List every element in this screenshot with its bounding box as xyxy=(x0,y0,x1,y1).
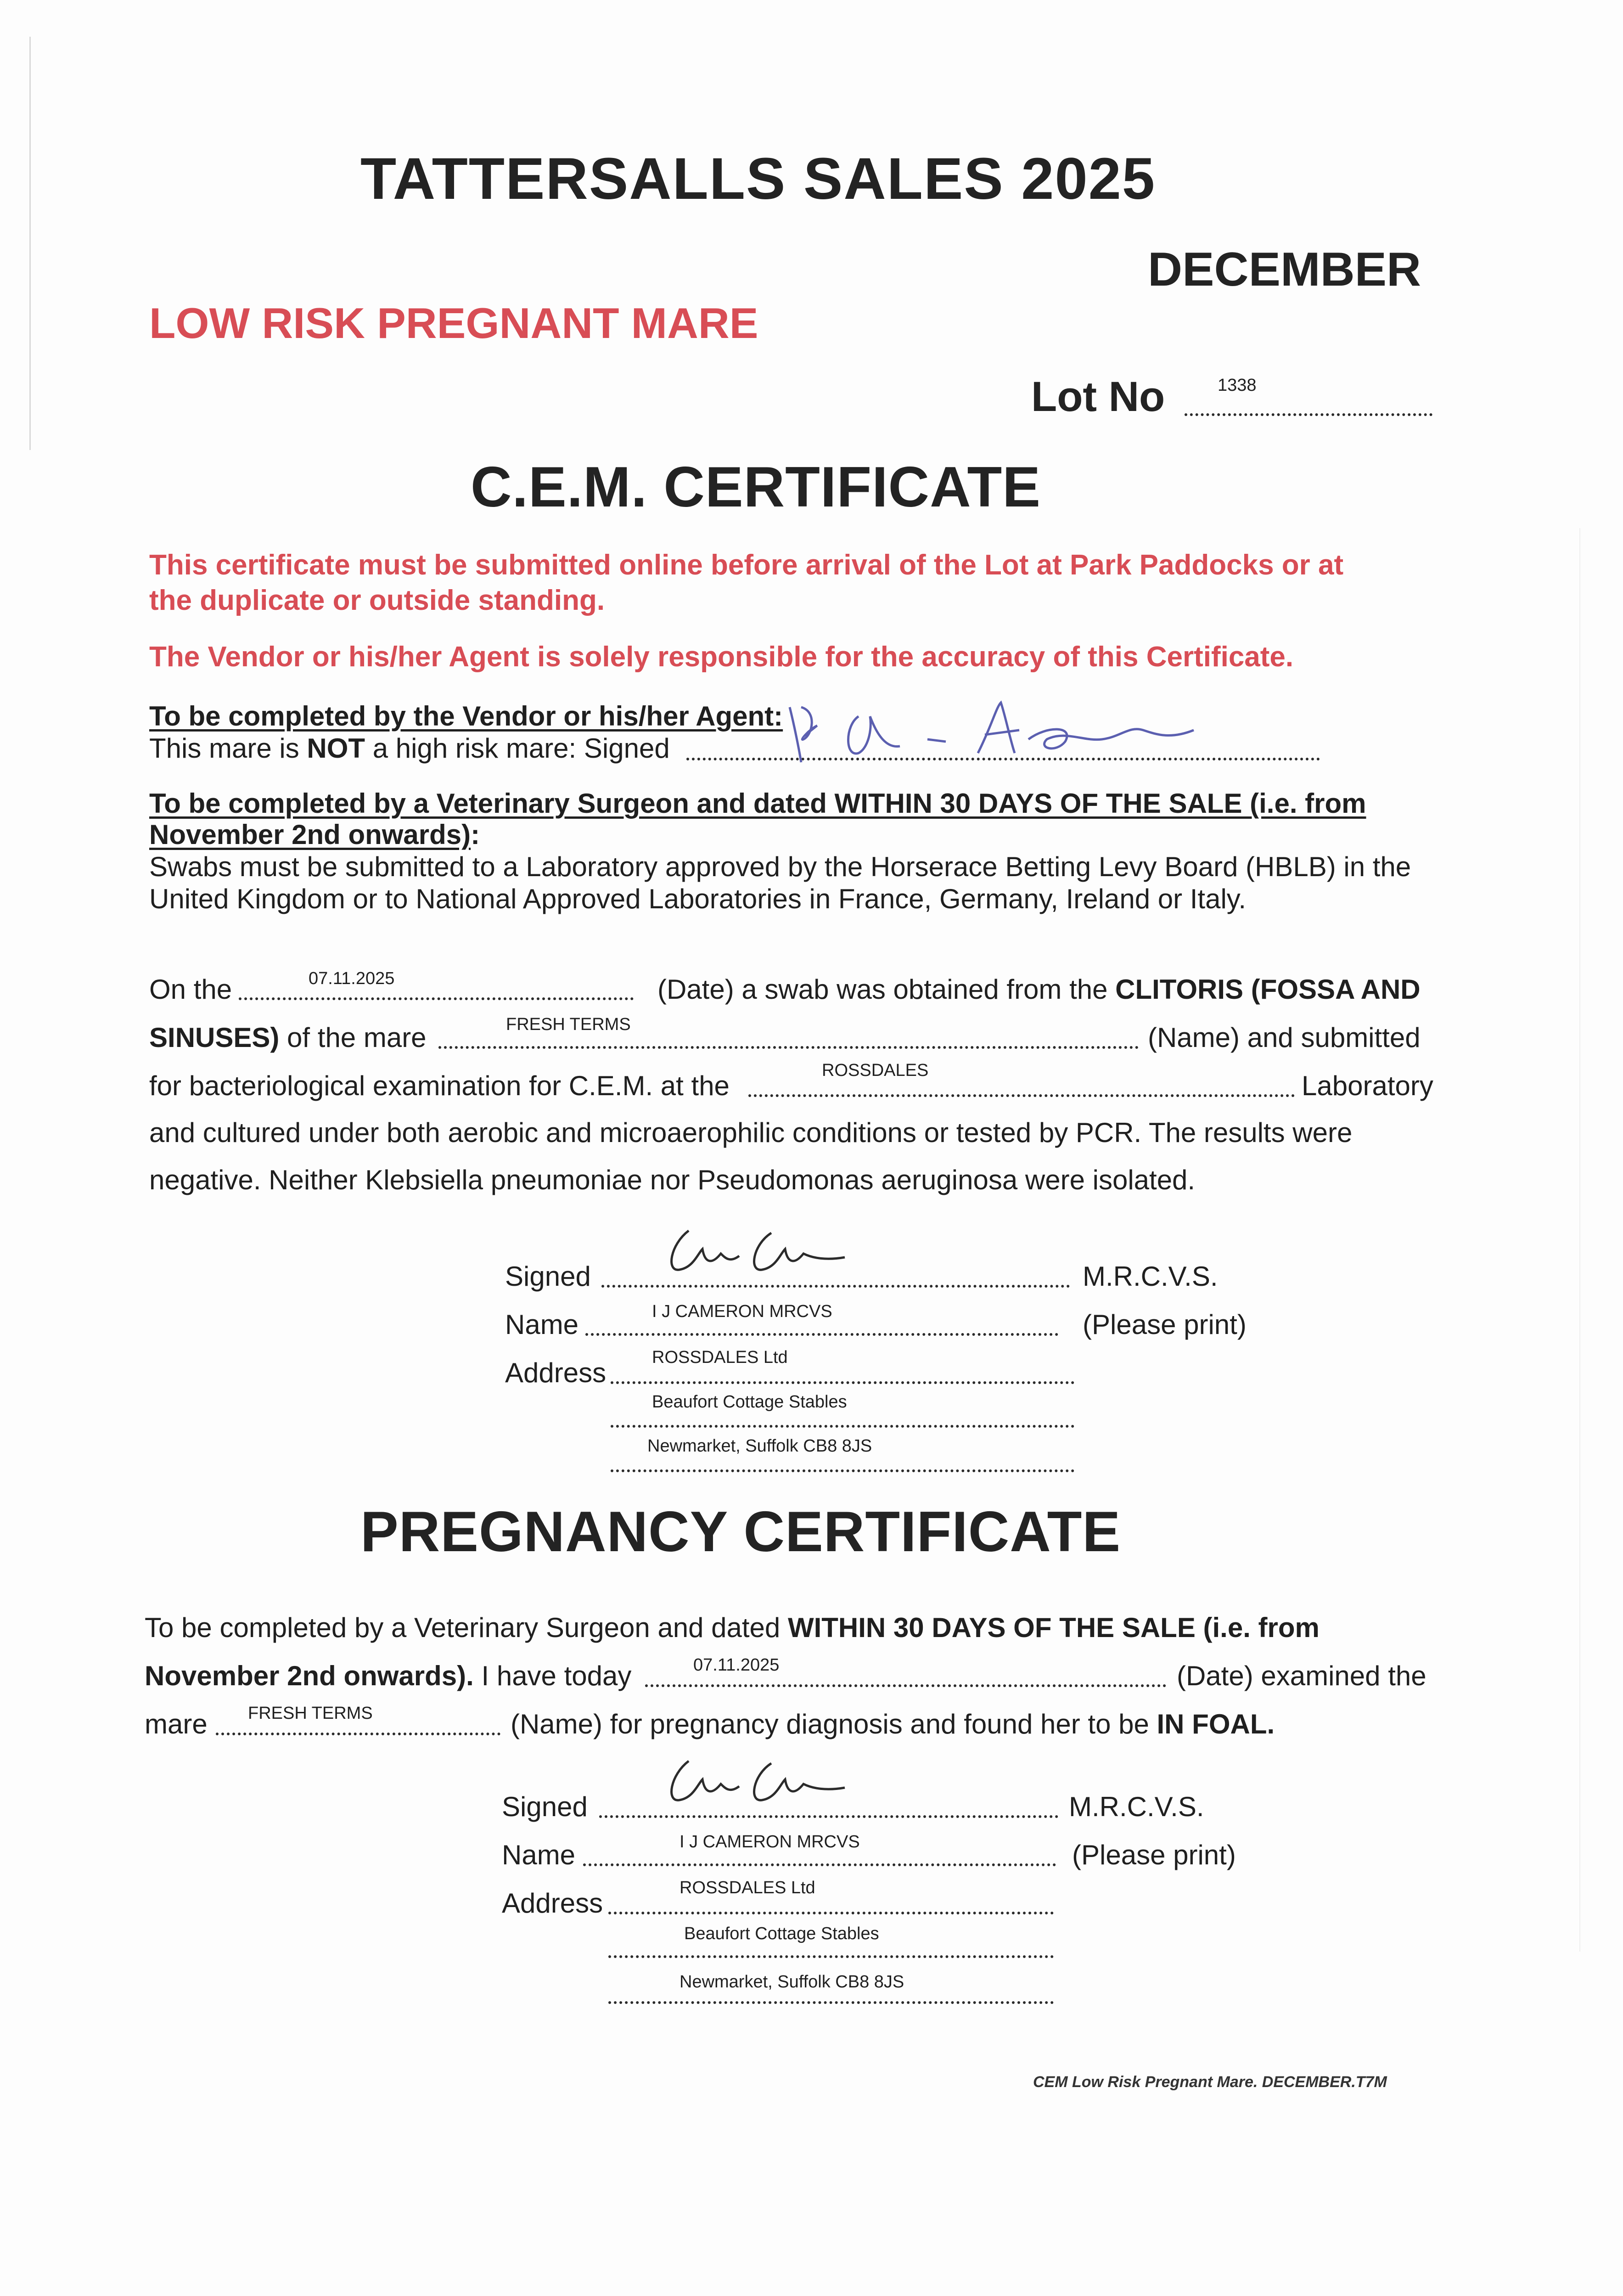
cem-address-label: Address xyxy=(505,1357,607,1388)
preg-para-line2: November 2nd onwards). I have today xyxy=(145,1660,632,1691)
cem-address-1: ROSSDALES Ltd xyxy=(652,1348,788,1367)
notice-submit-line1: This certificate must be submitted online before arrival of the Lot at Park Paddocks or at xyxy=(149,549,1344,581)
sale-month: DECEMBER xyxy=(1148,243,1421,296)
preg-signed-label: Signed xyxy=(502,1791,588,1822)
preg-address-3: Newmarket, Suffolk CB8 8JS xyxy=(680,1972,904,1992)
preg-para-diagnosis: (Name) for pregnancy diagnosis and found her to be IN FOAL. xyxy=(511,1709,1275,1739)
scan-edge-mark xyxy=(1579,528,1580,1952)
preg-address-line-2 xyxy=(608,1955,1054,1958)
vendor-signature xyxy=(781,698,1263,767)
form-reference-code: CEM Low Risk Pregnant Mare. DECEMBER.T7M xyxy=(1033,2073,1387,2091)
vendor-statement: This mare is NOT a high risk mare: Signed xyxy=(149,733,670,764)
cem-para-mare: SINUSES) of the mare xyxy=(149,1022,427,1053)
cem-address-line-1 xyxy=(611,1381,1074,1384)
cem-lab-value: ROSSDALES xyxy=(822,1061,929,1080)
cem-name-label: Name xyxy=(505,1309,579,1340)
cem-para-laboratory: Laboratory xyxy=(1302,1070,1433,1101)
scan-edge-mark xyxy=(29,37,31,450)
cem-vet-name-value: I J CAMERON MRCVS xyxy=(652,1302,832,1321)
preg-address-line-1 xyxy=(608,1912,1054,1914)
preg-name-label: Name xyxy=(502,1840,576,1870)
preg-mare-name-line xyxy=(216,1733,500,1735)
cem-para-swab: (Date) a swab was obtained from the CLITORIS (FOSSA AND xyxy=(657,974,1421,1005)
cem-name-line xyxy=(585,1333,1058,1336)
cem-address-line-3 xyxy=(611,1469,1074,1472)
preg-date-line xyxy=(645,1684,1166,1687)
cem-para-negative: negative. Neither Klebsiella pneumoniae nor Pseudomonas aeruginosa were isolated. xyxy=(149,1165,1196,1195)
preg-address-1: ROSSDALES Ltd xyxy=(680,1878,815,1897)
notice-submit-line2: the duplicate or outside standing. xyxy=(149,585,605,616)
cem-vet-signature xyxy=(661,1221,854,1281)
preg-vet-signature xyxy=(661,1752,854,1812)
pregnancy-title: PREGNANCY CERTIFICATE xyxy=(360,1500,1121,1564)
cem-vet-signature-line xyxy=(601,1285,1070,1288)
cem-lab-line xyxy=(748,1094,1295,1097)
notice-responsibility: The Vendor or his/her Agent is solely responsible for the accuracy of this Certificate. xyxy=(149,641,1294,673)
preg-please-print: (Please print) xyxy=(1072,1840,1236,1870)
cem-para-name-submitted: (Name) and submitted xyxy=(1148,1022,1421,1053)
category-title: LOW RISK PREGNANT MARE xyxy=(149,299,758,347)
cem-signed-label: Signed xyxy=(505,1261,591,1292)
preg-vet-name-value: I J CAMERON MRCVS xyxy=(680,1832,860,1851)
vet-section-heading-line2: November 2nd onwards): xyxy=(149,819,480,850)
vendor-section-heading: To be completed by the Vendor or his/her Agent: xyxy=(149,701,783,732)
preg-address-2: Beaufort Cottage Stables xyxy=(684,1924,879,1943)
cem-please-print: (Please print) xyxy=(1083,1309,1247,1340)
swab-instructions-line2: United Kingdom or to National Approved Laboratories in France, Germany, Ireland or Italy. xyxy=(149,884,1247,914)
document-title: TATTERSALLS SALES 2025 xyxy=(360,146,1156,212)
preg-address-label: Address xyxy=(502,1888,603,1919)
preg-para-line1: To be completed by a Veterinary Surgeon and dated WITHIN 30 DAYS OF THE SALE (i.e. from xyxy=(145,1612,1320,1643)
swab-date-line xyxy=(239,997,634,1000)
cem-mrcvs-label: M.R.C.V.S. xyxy=(1083,1261,1218,1292)
cem-para-cultured: and cultured under both aerobic and microaerophilic conditions or tested by PCR. The results were xyxy=(149,1117,1353,1148)
cem-address-3: Newmarket, Suffolk CB8 8JS xyxy=(647,1436,872,1456)
swab-instructions-line1: Swabs must be submitted to a Laboratory approved by the Horserace Betting Levy Board (HBLB) in the xyxy=(149,851,1411,882)
preg-mare-name-value: FRESH TERMS xyxy=(248,1704,373,1723)
lot-number: 1338 xyxy=(1218,376,1257,395)
preg-para-examined: (Date) examined the xyxy=(1177,1660,1426,1691)
cem-mare-name-value: FRESH TERMS xyxy=(506,1015,631,1034)
preg-para-mare: mare xyxy=(145,1709,208,1739)
swab-date-value: 07.11.2025 xyxy=(309,969,395,988)
preg-mrcvs-label: M.R.C.V.S. xyxy=(1069,1791,1204,1822)
preg-date-value: 07.11.2025 xyxy=(693,1655,780,1675)
cem-title: C.E.M. CERTIFICATE xyxy=(471,456,1041,519)
lot-label: Lot No xyxy=(1031,373,1165,420)
preg-name-line xyxy=(583,1863,1056,1866)
lot-dotline xyxy=(1185,413,1432,416)
cem-address-line-2 xyxy=(611,1425,1074,1428)
cem-para-examination: for bacteriological examination for C.E.M. at the xyxy=(149,1070,730,1101)
cem-mare-name-line xyxy=(438,1046,1139,1049)
preg-address-line-3 xyxy=(608,2001,1054,2004)
preg-vet-signature-line xyxy=(599,1815,1058,1818)
vet-section-heading-line1: To be completed by a Veterinary Surgeon and dated WITHIN 30 DAYS OF THE SALE (i.e. from xyxy=(149,788,1366,819)
cem-address-2: Beaufort Cottage Stables xyxy=(652,1392,847,1412)
cem-para-on-the: On the xyxy=(149,974,232,1005)
